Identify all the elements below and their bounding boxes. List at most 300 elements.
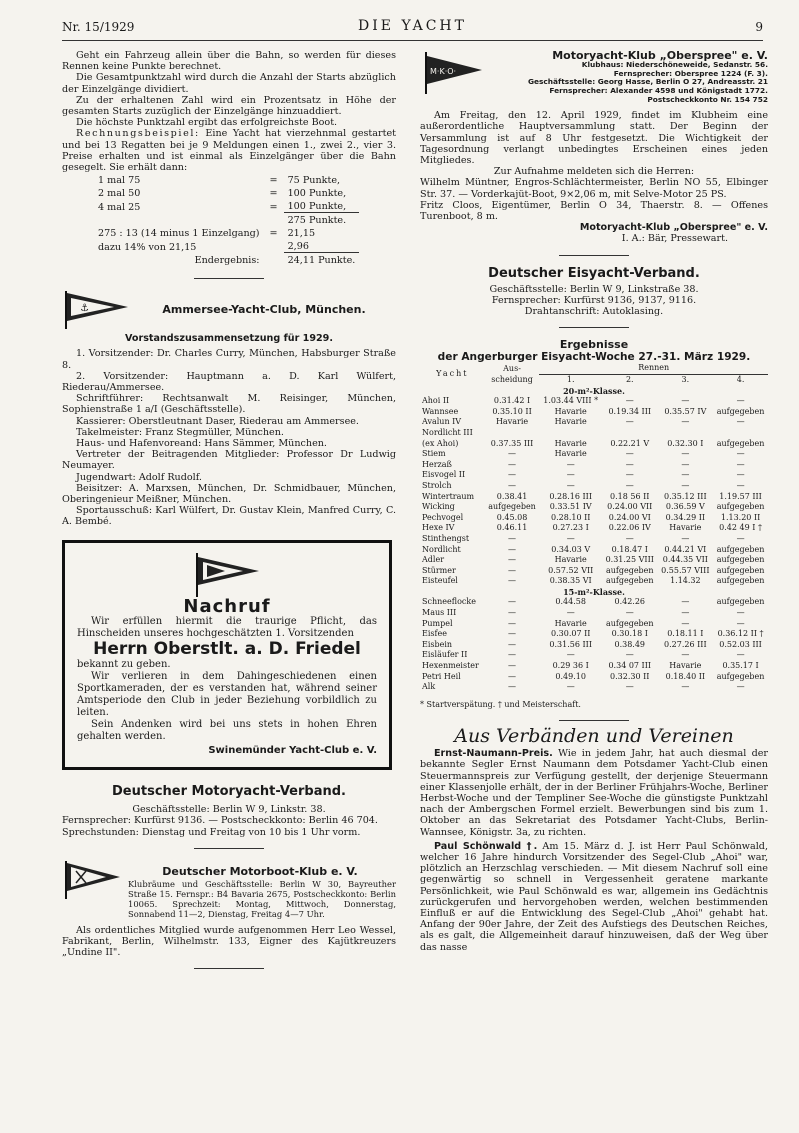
calc-cell: dazu 14% von 21,15 [98, 241, 197, 253]
dmyv-line: Fernsprecher: Kurfürst 9136. — Postscheckkonto: Berlin 46 704. [62, 815, 378, 827]
news-text: Am 15. März d. J. ist Herr Paul Schönwald, welcher 16 Jahre hindurch Vorsitzender des Segel-Club „Ahoi" war, plötzlich an Herzschlag verschieden. — Mit diesem Nachruf soll eine gegenwärtig so schnell in Vergessenheit geratene markante Persönlichkeit, wie Paul Schönwald es war, allgemein ins Gedächtnis zurückgerufen und hervorgehoben werden, welchen bestimmenden Einfluß er auf die Entwicklung des Segel-Club „Ahoi" gehabt hat. Anfang der 90er Jahre, der Zeit des Aufstiegs des Deutschen Reiches, als es galt, die Allgemeinheit darauf hinzuweisen, daß der Weg über das nasse [420, 840, 769, 953]
table-row [420, 523, 768, 534]
obituary-text: Sein Andenken wird bei uns stets in hohen Ehren gehalten werden. [77, 719, 377, 743]
calc-cell: 2 mal 50 [98, 188, 141, 200]
result-cell: 0.38.49 [614, 639, 646, 649]
ammersee-title: Ammersee-Yacht-Club, München. [162, 303, 366, 317]
calc-cell: Endergebnis: [194, 255, 260, 267]
result-cell [602, 428, 658, 439]
result-cell: — [736, 533, 745, 543]
calculation-table [92, 173, 361, 268]
result-cell: — [681, 470, 690, 480]
result-cell: Havarie [554, 449, 587, 459]
table-row [420, 597, 768, 608]
results-body-20m [420, 386, 768, 587]
result-cell: — [508, 576, 517, 586]
intro-paragraph: Zu der erhaltenen Zahl wird ein Prozentsatz in Höhe der gesamten Starts zuzüglich der Einzelgänge hinzuaddiert. [62, 94, 396, 118]
board-member-line: Schriftführer: Rechtsanwalt M. Reisinger, München, Sophienstraße 1 a/I (Geschäftsstelle). [62, 393, 396, 416]
result-cell: 0.34 07 III [608, 661, 652, 671]
table-row [420, 502, 768, 513]
obituary-signature: Swinemünder Yacht-Club e. V. [208, 745, 377, 757]
obituary-title: Nachruf [183, 595, 271, 617]
result-cell: — [625, 650, 634, 660]
result-cell: aufgegeben [605, 565, 654, 575]
result-cell: 0.46.11 [496, 523, 528, 533]
result-cell: aufgegeben [716, 565, 765, 575]
result-cell: — [566, 608, 575, 618]
ammersee-header [62, 289, 396, 329]
board-member-line: Jugendwart: Adolf Rudolf. [76, 471, 202, 483]
section-divider [559, 255, 629, 256]
board-member-line: Beisitzer: A. Marxsen, München, Dr. Schmidbauer, München, Oberingenieur Meißner, München. [62, 482, 396, 506]
calc-row [94, 175, 359, 186]
result-cell: — [625, 459, 634, 469]
yacht-name-cell: Strolch [422, 480, 452, 490]
calc-row [94, 201, 359, 213]
calc-cell: = [269, 201, 278, 213]
yacht-name-cell: Stinthengst [422, 533, 470, 543]
yacht-name-cell: Petri Heil [422, 671, 461, 681]
eisyacht-line: Drahtanschrift: Autoklasing. [524, 306, 664, 318]
result-cell: — [625, 396, 634, 406]
result-cell: 0.35.12 III [664, 491, 707, 501]
pennant-flag-icon [191, 551, 263, 597]
result-cell: 0.34.29 II [665, 512, 706, 522]
result-cell: — [736, 618, 745, 628]
table-row [420, 481, 768, 492]
club-info-line: Postscheckkonto Nr. 154 752 [647, 94, 768, 104]
result-cell: — [508, 661, 517, 671]
calc-cell: 4 mal 25 [98, 201, 141, 213]
result-cell: — [681, 650, 690, 660]
issue-number: Nr. 15/1929 [62, 20, 135, 34]
table-row [420, 629, 768, 640]
calc-cell [94, 215, 264, 226]
calc-row [94, 188, 359, 199]
yacht-name-cell: Pechvogel [422, 512, 464, 522]
result-cell: — [736, 650, 745, 660]
col-race-number: 4. [736, 375, 745, 385]
result-cell: Havarie [554, 417, 587, 427]
result-cell: aufgegeben [716, 544, 765, 554]
result-cell: — [736, 682, 745, 692]
right-column [420, 50, 768, 953]
calc-cell: 21,15 [287, 228, 316, 240]
oberspree-paragraph: Am Freitag, den 12. April 1929, findet im Klubheim eine außerordentliche Hauptversammlung statt. Der Beginn der Versammlung ist auf 8 Uhr festgesetzt. Die Wichtigkeit der Tagesordnung verlangt unbedingtes Erscheinen eines jeden Mitgliedes. [420, 110, 768, 166]
result-cell: aufgegeben [716, 555, 765, 565]
result-cell: — [508, 597, 517, 607]
table-row [420, 682, 768, 693]
intro-paragraph: Geht ein Fahrzeug allein über die Bahn, so werden für dieses Rennen keine Punkte berechnet. [62, 50, 396, 73]
pennant-flag-icon [62, 289, 132, 329]
table-header-row [420, 363, 768, 374]
result-cell: — [681, 533, 690, 543]
result-cell: — [566, 480, 575, 490]
results-footnote: * Startverspätung. † und Meisterschaft. [420, 699, 581, 709]
result-cell: 0.36.12 II † [717, 629, 764, 639]
yacht-name-cell: Stürmer [422, 565, 456, 575]
result-cell: 0.31.42 I [493, 396, 531, 406]
result-cell: 1.03.44 VIII * [543, 396, 599, 406]
dmbk-title: Deutscher Motorboot-Klub e. V. [162, 864, 358, 878]
ammersee-subtitle: Vorstandszusammensetzung für 1929. [124, 333, 333, 345]
section-divider [194, 848, 264, 849]
result-cell: 0.57.52 VII [548, 565, 594, 575]
result-cell: 0.33.51 IV [549, 502, 592, 512]
yacht-name-cell: Wicking [422, 502, 455, 512]
result-cell: 0.24.00 VII [607, 502, 653, 512]
yacht-name-cell: Alk [422, 682, 436, 692]
example-text: Eine Yacht hat vierzehnmal gestartet und bei 13 Regatten bei je 9 Meldungen einen 1., zwei 2., vier 3. Preise erhalten und ist einmal als Einzelgänger über die Bahn gesegelt. Sie erhält dann: [62, 128, 396, 174]
calc-cell: 275 Punkte. [287, 215, 347, 227]
calc-cell [266, 255, 282, 266]
result-cell: — [566, 650, 575, 660]
example-paragraph [62, 128, 396, 173]
yacht-name-cell: Maus III [422, 608, 457, 618]
table-row [420, 428, 768, 439]
result-cell: — [566, 470, 575, 480]
result-cell: 1.13.20 II [720, 512, 761, 522]
eisyacht-title: Deutscher Eisyacht-Verband. [488, 265, 700, 281]
result-cell: 1.19.57 III [719, 491, 762, 501]
obituary-text: Wir verlieren in dem Dahingeschiedenen einen Sportkameraden, der es verstanden hat, während seiner Amtsperiode den Club in jeder Beziehung vorbildlich zu leiten. [77, 671, 377, 719]
left-column [62, 50, 396, 979]
result-cell: 0.18.47 I [611, 544, 648, 554]
yacht-name-cell: Hexe IV [422, 523, 455, 533]
calc-cell [266, 241, 282, 253]
result-cell: aufgegeben [716, 671, 765, 681]
col-race-number: 3. [681, 375, 690, 385]
dmbk-text: Als ordentliches Mitglied wurde aufgenommen Herr Leo Wessel, Fabrikant, Berlin, Wilhelmstr. 133, Eigner des Kajütkreuzers „Undine II". [62, 924, 396, 959]
result-cell [539, 428, 602, 439]
yacht-name-cell: Schneeflocke [422, 597, 476, 607]
result-cell: 0.27.26 III [664, 639, 707, 649]
result-cell: 0.49.10 [555, 671, 586, 681]
result-cell: — [625, 533, 634, 543]
table-row [420, 555, 768, 566]
table-row [420, 672, 768, 683]
result-cell: 0.30.18 I [611, 629, 648, 639]
result-cell: — [681, 682, 690, 692]
flag-label: M·K·O· [430, 67, 457, 76]
results-subtitle: der Angerburger Eisyacht-Woche 27.-31. März 1929. [437, 351, 751, 364]
club-info-line: Fernsprecher: Oberspree 1224 (F. 3). [613, 68, 768, 78]
calc-cell: 2,96 [284, 241, 360, 253]
class-heading: 15-m²-Klasse. [563, 586, 625, 597]
section-divider [194, 968, 264, 969]
result-cell: aufgegeben [488, 502, 536, 512]
obituary-box [62, 540, 392, 770]
result-cell: Havarie [669, 661, 702, 671]
result-cell: — [736, 470, 745, 480]
class-heading: 20-m²-Klasse. [563, 385, 625, 396]
table-row [420, 439, 768, 450]
table-row [420, 492, 768, 503]
calc-cell: = [269, 188, 278, 200]
result-cell: 0.22.06 IV [608, 523, 651, 533]
magazine-title: DIE YACHT [358, 18, 467, 34]
yacht-name-cell: Nordlicht [422, 544, 461, 554]
result-cell: 0.38.41 [496, 491, 528, 501]
yacht-name-cell: Eisbein [422, 639, 453, 649]
board-member-line: Kassierer: Oberstleutnant Daser, Riederau am Ammersee. [76, 415, 359, 427]
result-cell: Havarie [554, 438, 587, 448]
result-cell: — [681, 459, 690, 469]
table-row [420, 640, 768, 651]
result-cell: — [508, 459, 517, 469]
table-row [420, 460, 768, 471]
result-cell: aufgegeben [716, 502, 765, 512]
oberspree-signature: Motoryacht-Klub „Oberspree" e. V. [579, 222, 768, 234]
obituary-name: Herrn Oberstlt. a. D. Friedel [93, 638, 361, 659]
result-cell: — [681, 449, 690, 459]
yacht-name-cell: Wintertraum [422, 491, 475, 501]
result-cell: Havarie [554, 555, 587, 565]
col-aus: Aus- [503, 363, 521, 373]
calc-cell: = [269, 228, 278, 240]
dmyv-line: Geschäftsstelle: Berlin W 9, Linkstr. 38. [132, 804, 326, 816]
yacht-name-cell: Pumpel [422, 618, 453, 628]
table-row [420, 566, 768, 577]
result-cell: aufgegeben [716, 576, 765, 586]
result-cell: — [508, 650, 517, 660]
yacht-name-cell: Nordlicht III [422, 427, 473, 437]
table-row [420, 661, 768, 672]
result-cell: Havarie [554, 618, 587, 628]
results-body-15m [420, 587, 768, 693]
intro-paragraph: Die Gesamtpunktzahl wird durch die Anzahl der Starts abzüglich der Einzelgänge dividiert. [62, 72, 396, 95]
result-cell: — [625, 449, 634, 459]
yacht-name-cell: Eisvogel II [422, 470, 466, 480]
result-cell: 0.55.57 VIII [661, 565, 710, 575]
calc-row [94, 228, 359, 239]
board-member-line: Vertreter der Beitragenden Mitglieder: Professor Dr Ludwig Neumayer. [62, 449, 396, 472]
yacht-name-cell: Wannsee [422, 406, 459, 416]
result-cell: — [625, 470, 634, 480]
result-cell: aufgegeben [716, 406, 765, 416]
news-text: Wie in jedem Jahr, hat auch diesmal der bekannte Segler Ernst Naumann dem Potsdamer Yacht-Club einen Steuermannspreis zur Verfügung gestellt, der derjenige Steuermann einer Klassenjolle erhält, der in der Berliner Frühjahrs-Woche, Berliner Herbst-Woche und der Templiner See-Woche die günstigste Punktzahl nach der Ambergschen Formel erzielt. Bewerbungen sind bis zum 1. Oktober an das Sekretariat des Potsdamer Yacht-Clubs, Berlin-Wannsee, Königstr. 3a, zu richten. [420, 748, 768, 838]
result-cell: — [736, 480, 745, 490]
calc-cell: 100 Punkte, [287, 188, 347, 200]
result-cell: — [508, 639, 517, 649]
obituary-text: Wir erfüllen hiermit die traurige Pflicht, das Hinscheiden unseres hochgeschätzten 1. Vorsitzenden [77, 615, 377, 639]
result-cell: 0.30.07 II [551, 629, 591, 639]
result-cell: 0.35.57 IV [664, 406, 707, 416]
calc-row [94, 215, 359, 226]
yacht-name-cell: Herzaß [422, 459, 452, 469]
yacht-name-cell: (ex Ahoi) [422, 438, 459, 448]
board-member-line: 2. Vorsitzender: Hauptmann a. D. Karl Wülfert, Riederau/Ammersee. [62, 370, 396, 394]
section-divider [559, 327, 629, 328]
calc-cell: 24,11 Punkte. [287, 255, 356, 267]
calc-row [94, 241, 359, 253]
result-cell: 0.31.56 III [549, 639, 592, 649]
dmyv-line: Sprechstunden: Dienstag und Freitag von 10 bis 1 Uhr vorm. [62, 826, 361, 838]
news-paragraph [420, 748, 768, 838]
result-cell: — [681, 618, 690, 628]
result-cell: — [508, 480, 517, 490]
result-cell: — [736, 449, 745, 459]
result-cell: — [508, 544, 517, 554]
result-cell: 0.18 56 II [610, 491, 650, 501]
yacht-name-cell: Eisläufer II [422, 650, 468, 660]
verbaende-title: Aus Verbänden und Vereinen [454, 725, 734, 748]
result-cell [658, 428, 714, 439]
result-cell: 0.28.10 II [551, 512, 591, 522]
intro-paragraph: Die höchste Punktzahl ergibt das erfolgreichste Boot. [76, 117, 338, 129]
result-cell: 0.42 49 I † [719, 523, 762, 533]
result-cell: — [681, 396, 690, 406]
result-cell: Havarie [495, 417, 529, 427]
result-cell: aufgegeben [605, 618, 654, 628]
result-cell: — [566, 459, 575, 469]
oberspree-signature: I. A.: Bär, Pressewart. [621, 233, 728, 245]
result-cell: 0.42.26 [614, 597, 646, 607]
club-info-line: Fernsprecher: Alexander 4598 und Königstadt 1772. [549, 85, 768, 95]
page-number: 9 [755, 20, 763, 34]
yacht-name-cell: Avalun IV [422, 417, 462, 427]
table-row [420, 608, 768, 619]
result-cell: aufgegeben [605, 576, 654, 586]
news-head: Paul Schönwald †. [434, 840, 538, 852]
result-cell: 1.14.32 [670, 576, 701, 586]
news-paragraph [420, 841, 768, 953]
table-row [420, 650, 768, 661]
club-info-line: Geschäftsstelle: Georg Hasse, Berlin O 27, Andreasstr. 21 [527, 77, 768, 87]
table-row [420, 417, 768, 428]
result-cell: 0.44.21 VI [664, 544, 707, 554]
result-cell [485, 428, 540, 439]
result-cell: 0.31.25 VIII [605, 555, 654, 565]
result-cell: Havarie [554, 406, 587, 416]
result-cell: aufgegeben [716, 438, 765, 448]
section-divider [194, 278, 264, 279]
yacht-name-cell: Eisfee [422, 629, 447, 639]
result-cell: — [566, 682, 575, 692]
board-member-line: 1. Vorsitzender: Dr. Charles Curry, München, Habsburger Straße 8. [62, 348, 396, 371]
oberspree-paragraph: Zur Aufnahme meldeten sich die Herren: [493, 166, 695, 178]
eisyacht-line: Geschäftsstelle: Berlin W 9, Linkstraße 38. [489, 283, 699, 295]
calc-cell: 100 Punkte, [284, 201, 360, 213]
result-cell: 0.36.59 V [665, 502, 705, 512]
result-cell: — [681, 480, 690, 490]
result-cell: — [508, 682, 517, 692]
result-cell [713, 428, 768, 439]
result-cell: — [681, 608, 690, 618]
result-cell: — [625, 682, 634, 692]
calc-row [94, 255, 359, 266]
result-cell: — [736, 459, 745, 469]
result-cell: — [508, 618, 517, 628]
col-race-number: 1. [566, 375, 575, 385]
result-cell: 0.22.21 V [610, 438, 650, 448]
result-cell: — [681, 417, 690, 427]
mko-pennant-icon [420, 50, 486, 94]
result-cell: — [508, 449, 517, 459]
example-label: Rechnungsbeispiel: [76, 128, 200, 140]
result-cell: 0.32.30 II [610, 671, 650, 681]
yacht-name-cell: Adler [422, 555, 445, 565]
result-cell: 0.34.03 V [551, 544, 591, 554]
col-race-number: 2. [625, 375, 634, 385]
calc-cell [266, 215, 282, 226]
result-cell: — [681, 597, 690, 607]
board-member-line: Haus- und Hafenvoreand: Hans Sämmer, München. [76, 438, 327, 450]
yacht-name-cell: Hexenmeister [422, 661, 479, 671]
table-row [420, 407, 768, 418]
board-member-line: Sportausschuß: Karl Wülfert, Dr. Gustav Klein, Manfred Curry, C. A. Bembé. [62, 505, 396, 528]
result-cell: — [736, 417, 745, 427]
result-cell: 0.45.08 [496, 512, 528, 522]
header-rule [62, 40, 763, 41]
yacht-name-cell: Ahoi II [422, 396, 450, 406]
result-cell: — [736, 608, 745, 618]
svg-text:⚓: ⚓ [80, 303, 89, 315]
result-cell: — [508, 555, 517, 565]
table-row [420, 576, 768, 587]
result-cell: aufgegeben [716, 597, 765, 607]
result-cell: — [625, 417, 634, 427]
result-cell: — [625, 608, 634, 618]
result-cell: 0.37.35 III [490, 438, 534, 448]
calc-cell: 75 Punkte, [287, 175, 341, 187]
table-row [420, 545, 768, 556]
result-cell: — [508, 671, 517, 681]
result-cell: — [736, 396, 745, 406]
result-cell: 0.18.40 II [665, 671, 706, 681]
dmyv-title: Deutscher Motoryacht-Verband. [112, 784, 346, 800]
pennant-flag-icon [62, 859, 124, 899]
result-cell: 0.27.23 I [552, 523, 589, 533]
table-row [420, 619, 768, 630]
table-row [420, 470, 768, 481]
oberspree-title: Motoryacht-Klub „Oberspree" e. V. [552, 49, 768, 62]
table-row [420, 396, 768, 407]
col-aus2: scheidung [491, 374, 533, 384]
result-cell: Havarie [669, 523, 702, 533]
table-row [420, 513, 768, 524]
result-cell: 0.44.35 VII [662, 555, 708, 565]
result-cell: — [508, 629, 517, 639]
board-member-line: Takelmeister: Franz Stegmüller, München. [76, 426, 284, 438]
obituary-text: bekannt zu geben. [77, 659, 171, 671]
yacht-name-cell: Stiem [422, 449, 446, 459]
section-divider [559, 720, 629, 721]
result-cell: — [625, 480, 634, 490]
table-row [420, 449, 768, 460]
club-info-line: Klubhaus: Niederschöneweide, Sedanstr. 56. [581, 60, 768, 70]
results-table [420, 363, 768, 692]
page-header [62, 14, 763, 38]
eisyacht-line: Fernsprecher: Kurfürst 9136, 9137, 9116. [491, 294, 697, 306]
results-title: Ergebnisse [559, 338, 629, 352]
table-row [420, 534, 768, 545]
result-cell: — [508, 608, 517, 618]
col-yacht: Yacht [436, 369, 469, 379]
result-cell: 0.32.30 I [667, 438, 704, 448]
result-cell: — [508, 565, 517, 575]
result-cell: — [508, 533, 517, 543]
result-cell: 0.28.16 III [549, 491, 592, 501]
result-cell: 0.19.34 III [608, 406, 652, 416]
result-cell: 0.44.58 [555, 597, 586, 607]
result-cell: — [566, 533, 575, 543]
oberspree-paragraph: Wilhelm Müntner, Engros-Schlächtermeister, Berlin NO 55, Elbinger Str. 37. — Vorderkajüt-Boot, 9×2,06 m, mit Selve-Motor 25 PS. [420, 177, 768, 200]
result-cell: 0.35.17 I [722, 661, 759, 671]
calc-cell: = [269, 175, 278, 187]
result-cell: 0.35.10 II [492, 406, 532, 416]
yacht-name-cell: Eisteufel [422, 576, 458, 586]
